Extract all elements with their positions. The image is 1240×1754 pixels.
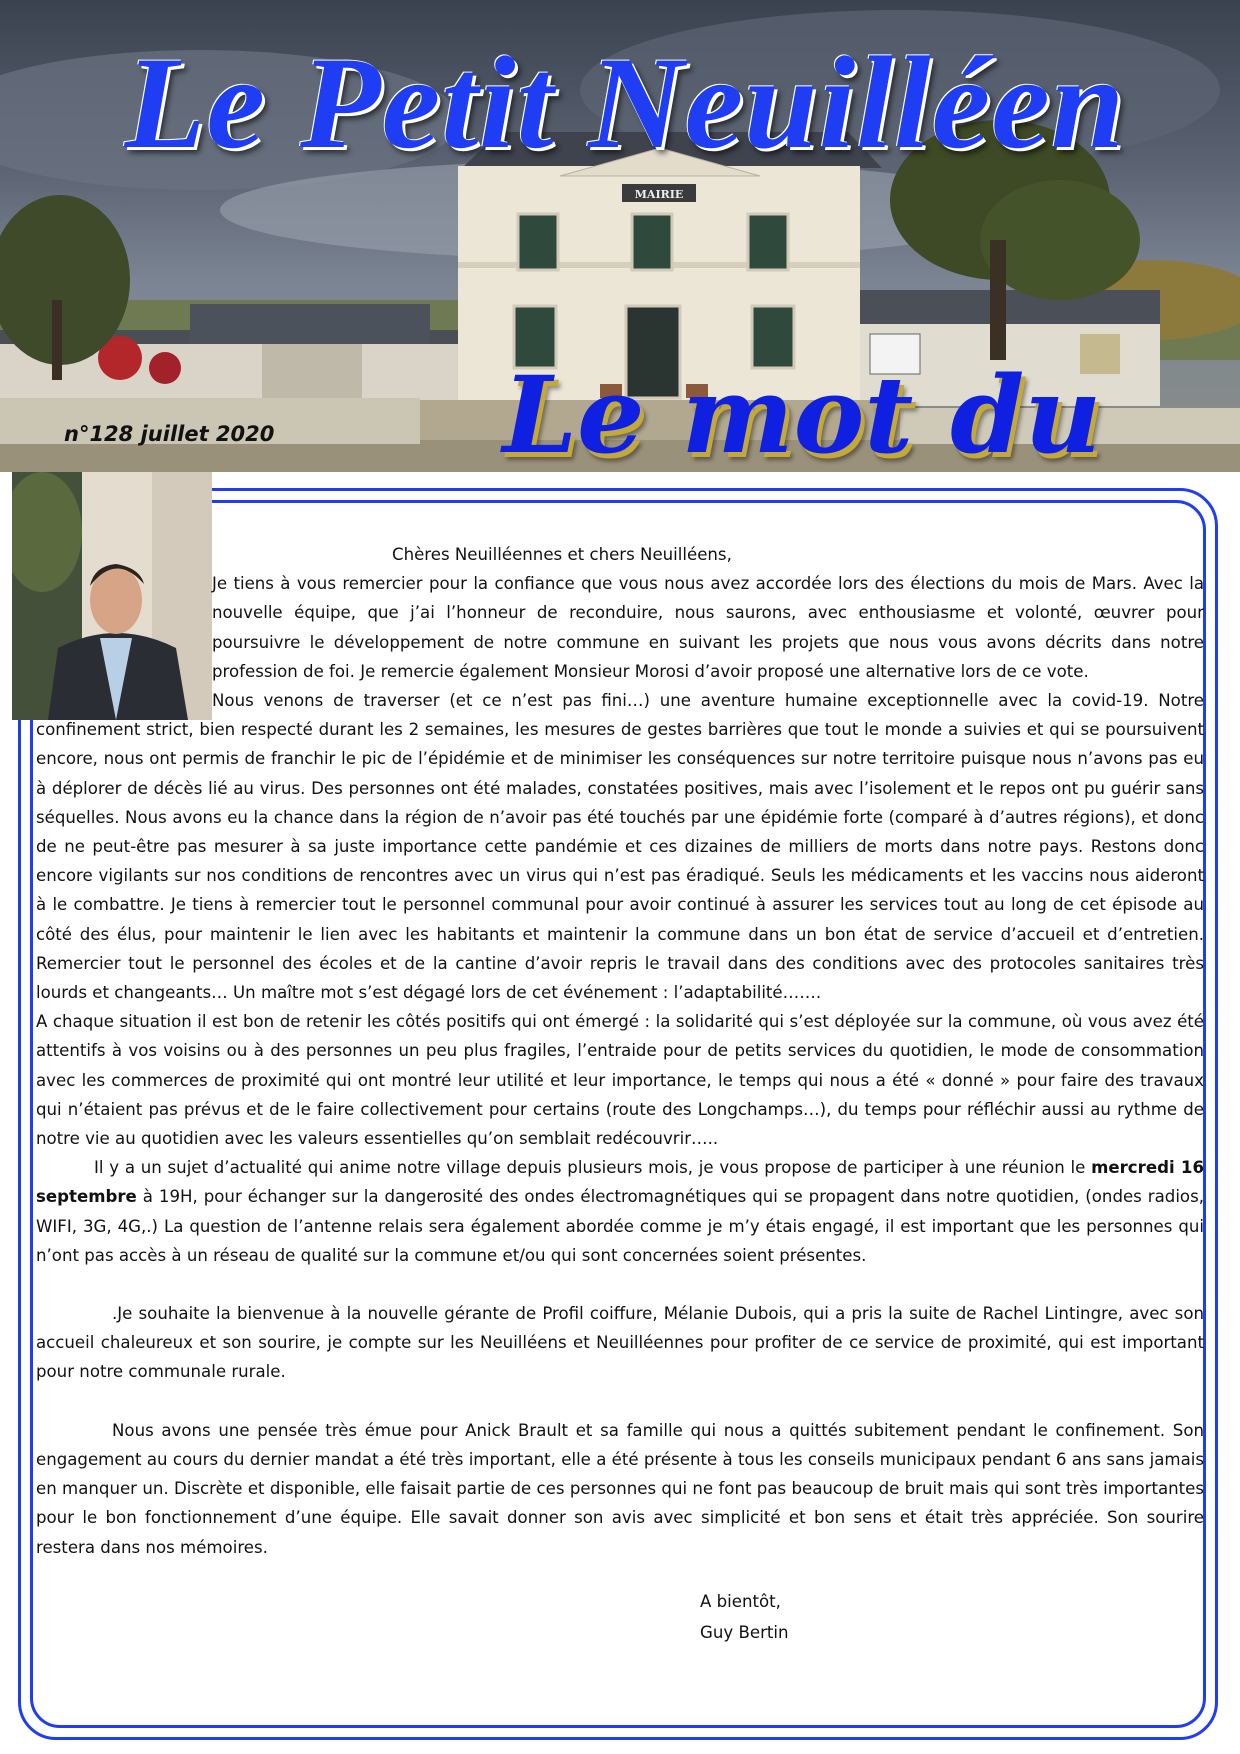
closing-text: A bientôt,: [700, 1592, 781, 1611]
signature-block: [700, 1586, 789, 1648]
signature-name: Guy Bertin: [700, 1623, 789, 1642]
letter-paragraph: A chaque situation il est bon de retenir les côtés positifs qui ont émergé : la solidarité qui s’est déployée sur la commune, où vous avez été attentifs à vos voisins ou à des personnes un peu plus fragiles, l’entraide pour de petits services du quotidien, le mode de consommation avec les commerces de proximité qui ont montré leur utilité et leur importance, le temps qui nous a été « donné » pour faire des travaux qui n’étaient pas prévus et de le faire collectivement pour certains (route des Longchamps…), du temps pour réfléchir aussi au rythme de notre vie au quotidien avec les valeurs essentielles qu’on semblait redécouvrir…..: [36, 1012, 1204, 1149]
meeting-date: mercredi 16 septembre: [36, 1158, 1204, 1207]
meeting-text-after: à 19H, pour échanger sur la dangerosité des ondes électromagnétiques qui se propagent dans notre quotidien, (ondes radios, WIFI, 3G, 4G,.) La question de l’antenne relais sera également abordée comme je m’y étais engagé, il est important que les personnes qui n’ont pas accès à un réseau de qualité sur la commune et/ou qui sont concernées soient présentes.: [36, 1187, 1204, 1265]
letter-salutation: Chères Neuilléennes et chers Neuilléens,: [392, 545, 732, 564]
portrait-spacer: [36, 540, 212, 710]
letter-body: [36, 540, 1204, 1562]
section-title: Le mot du: [502, 352, 1102, 472]
letter-paragraph: Je tiens à vous remercier pour la confiance que vous nous avez accordée lors des élections du mois de Mars. Avec la nouvelle équipe, que j’ai l’honneur de reconduire, nous saurons, avec enthousiasme et volonté, œuvrer pour poursuivre le développement de notre commune en suivant les projets que nous vous avons décrits dans notre profession de foi. Je remercie également Monsieur Morosi d’avoir proposé une alternative lors de ce vote.: [212, 574, 1204, 681]
meeting-text-before: Il y a un sujet d’actualité qui anime notre village depuis plusieurs mois, je vous propose de participer à une réunion le: [94, 1158, 1092, 1178]
issue-number: n°128 juillet 2020: [64, 422, 275, 446]
header-banner: [0, 0, 1240, 472]
mairie-sign: MAIRIE: [634, 188, 684, 201]
letter-paragraph: Nous venons de traverser (et ce n’est pas fini…) une aventure humaine exceptionnelle avec la covid-19. Notre confinement strict, bien respecté durant les 2 semaines, les mesures de gestes barrières que tout le monde a suivies et qui se poursuivent encore, nous ont permis de franchir le pic de l’épidémie et de minimiser les conséquences sur notre territoire puisque nous n’avons pas eu à déplorer de décès lié au virus. Des personnes ont été malades, constatées positives, mais avec l’isolement et le repos ont pu guérir sans séquelles. Nous avons eu la chance dans la région de n’avoir pas été touchés par une épidémie forte (comparé à d’autres régions), et donc de ne peut-être pas mesurer à sa juste importance cette pandémie et ces dizaines de milliers de morts dans notre pays. Restons donc encore vigilants sur nos conditions de rencontres avec un virus qui n’est pas éradiqué. Seuls les médicaments et les vaccins nous aideront à le combattre. Je tiens à remercier tout le personnel communal pour avoir continué à assurer les services tout au long de cet épisode au côté des élus, pour maintenir le lien avec les habitants et maintenir la commune dans un bon état de service d’accueil et d’entretien. Remercier tout le personnel des écoles et de la cantine d’avoir repris le travail dans des conditions avec des protocoles sanitaires très lourds et changeants… Un maître mot s’est dégagé lors de cet événement : l’adaptabilité…….: [36, 691, 1204, 1003]
tribute-paragraph: Nous avons une pensée très émue pour Anick Brault et sa famille qui nous a quittés subitement pendant le confinement. Son engagement au cours du dernier mandat a été très important, elle a été présente à tous les conseils municipaux pendant 6 ans sans jamais en manquer un. Discrète et disponible, elle faisait partie de ces personnes qui ne font pas beaucoup de bruit mais qui sont très importantes pour le bon fonctionnement d’une équipe. Elle savait donner son avis avec simplicité et bon sens et était très appréciée. Son sourire restera dans nos mémoires.: [36, 1420, 1204, 1557]
welcome-paragraph: .Je souhaite la bienvenue à la nouvelle gérante de Profil coiffure, Mélanie Dubois, qui a pris la suite de Rachel Lintingre, avec son accueil chaleureux et son sourire, je compte sur les Neuilléens et Neuilléennes pour profiter de ce service de proximité, qui est important pour notre communale rurale.: [36, 1304, 1204, 1382]
newsletter-title: Le Petit Neuilléen: [124, 29, 1126, 176]
meeting-paragraph: [36, 1153, 1204, 1270]
